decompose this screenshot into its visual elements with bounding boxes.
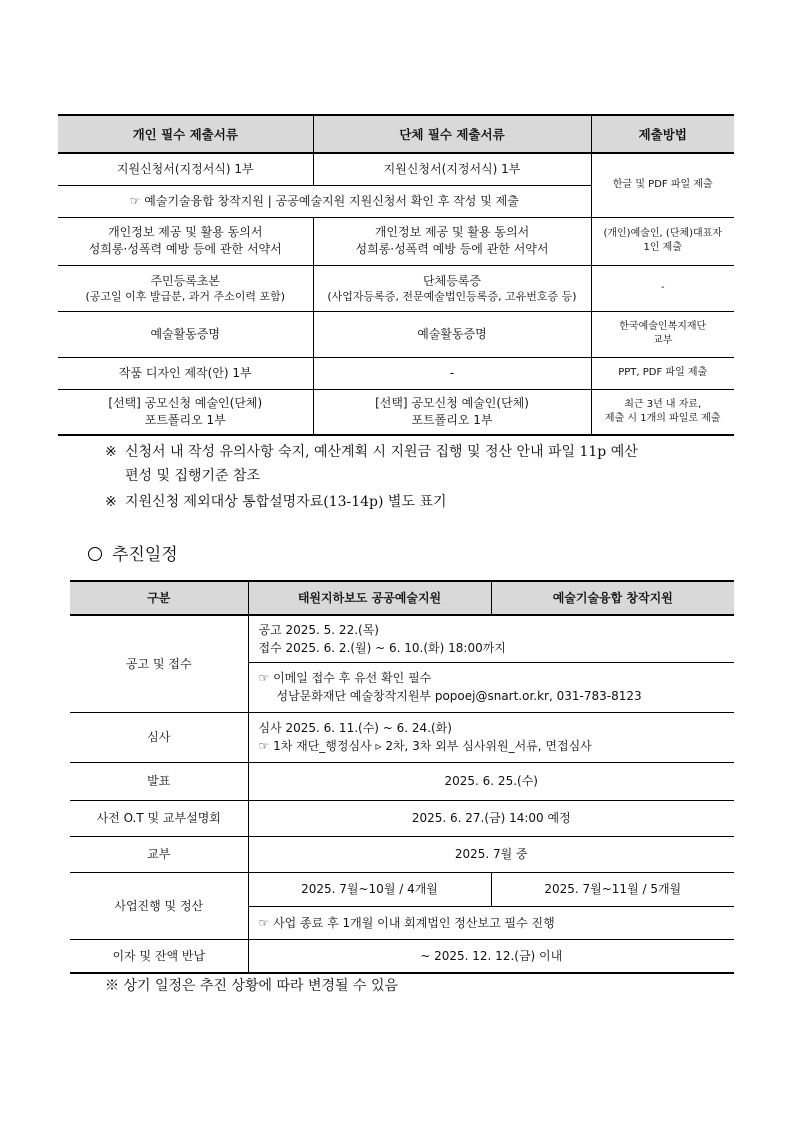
row-label: 이자 및 잔액 반납 [70,939,248,973]
row-label: 사업진행 및 정산 [70,872,248,939]
row-label: 공고 및 접수 [70,615,248,712]
table-row [70,615,734,662]
hollow-circle-icon [88,547,102,561]
cell-individual [58,265,313,311]
row-value [248,662,734,712]
table-row [58,217,734,265]
header-individual-docs: 개인 필수 제출서류 [58,115,313,153]
reference-mark: ※ [105,494,117,510]
cell-line: 포트폴리오 1부 [144,412,226,427]
footer-note: ※ 상기 일정은 추진 상황에 따라 변경될 수 있음 [105,978,399,994]
header-public-art: 태원지하보도 공공예술지원 [248,581,491,615]
cell-line: ☞ 이메일 접수 후 유선 확인 필수 [258,671,432,685]
cell-line: 성남문화재단 예술창작지원부 popoej@snart.or.kr, 031-783-8123 [276,689,642,703]
cell-line: 심사 2025. 6. 11.(수) ~ 6. 24.(화) [258,721,452,735]
cell-line: 포트폴리오 1부 [411,412,493,427]
cell-line: ☞ 1차 재단_행정심사 ▹ 2차, 3차 외부 심사위원_서류, 면접심사 [258,739,592,753]
row-value [248,712,734,762]
table-row [58,389,734,435]
cell-individual: 작품 디자인 제작(안) 1부 [58,357,313,389]
note-budget [105,440,735,488]
table-row [70,800,734,836]
table-row [70,872,734,906]
table-header-row [58,115,734,153]
cell-line: [선택] 공모신청 예술인(단체) [375,395,529,410]
cell-line: 접수 2025. 6. 2.(월) ~ 6. 10.(화) 18:00까지 [258,640,506,655]
row-value: ☞ 사업 종료 후 1개월 이내 회계법인 정산보고 필수 진행 [248,906,734,939]
cell-method: PPT, PDF 파일 제출 [591,357,734,389]
note-exclusion [105,490,735,514]
cell-group [313,265,591,311]
cell-group [313,389,591,435]
table-row [70,836,734,872]
cell-method [591,217,734,265]
row-label: 발표 [70,762,248,800]
cell-line: [선택] 공모신청 예술인(단체) [108,395,263,410]
documents-table [58,114,734,436]
row-value: 2025. 7월~10월 / 4개월 [248,872,491,906]
cell-line: 한국예술인복지재단 [619,321,707,332]
section-heading [88,540,178,565]
table-row [58,153,734,185]
cell-line: 주민등록초본 [150,273,221,288]
row-label: 심사 [70,712,248,762]
cell-line: 교부 [653,335,673,346]
header-category: 구분 [70,581,248,615]
note-line: 지원신청 제외대상 통합설명자료(13-14p) 별도 표기 [125,494,447,510]
table-row [58,357,734,389]
header-group-docs: 단체 필수 제출서류 [313,115,591,153]
cell-line: (공고일 이후 발급분, 과거 주소이력 포함) [85,289,286,303]
row-value: 2025. 7월 중 [248,836,734,872]
cell-line: 개인정보 제공 및 활용 동의서 [374,225,530,239]
header-art-tech: 예술기술융합 창작지원 [491,581,734,615]
row-label: 교부 [70,836,248,872]
row-value [248,615,734,662]
cell-line: 최근 3년 내 자료, [624,398,702,410]
cell-individual: 예술활동증명 [58,311,313,357]
cell-group: 예술활동증명 [313,311,591,357]
table-header-row [70,581,734,615]
cell-method: 한글 및 PDF 파일 제출 [591,153,734,217]
row-value: 2025. 6. 27.(금) 14:00 예정 [248,800,734,836]
cell-method: - [591,265,734,311]
table-row [58,265,734,311]
cell-individual [58,217,313,265]
table-row [70,762,734,800]
cell-group [313,217,591,265]
schedule-table [70,580,734,974]
cell-individual [58,389,313,435]
header-submission-method: 제출방법 [591,115,734,153]
section-title: 추진일정 [112,545,178,565]
row-value: ~ 2025. 12. 12.(금) 이내 [248,939,734,973]
cell-method [591,389,734,435]
cell-line: 단체등록증 [423,273,481,288]
cell-individual: 지원신청서(지정서식) 1부 [58,153,313,185]
cell-line: 공고 2025. 5. 22.(목) [258,622,379,637]
row-note: ☞ 예술기술융합 창작지원 | 공공예술지원 지원신청서 확인 후 작성 및 제출 [58,185,591,217]
cell-line: 성희롱·성폭력 예방 등에 관한 서약서 [355,242,549,256]
cell-line: 개인정보 제공 및 활용 동의서 [108,225,263,239]
cell-group: 지원신청서(지정서식) 1부 [313,153,591,185]
cell-line: 제출 시 1개의 파일로 제출 [604,412,721,424]
row-value: 2025. 6. 25.(수) [248,762,734,800]
note-line: 신청서 내 작성 유의사항 숙지, 예산계획 시 지원금 집행 및 정산 안내 파일 11p 예산 [125,444,638,460]
cell-line: (사업자등록증, 전문예술법인등록증, 고유번호증 등) [327,289,577,303]
cell-line: 성희롱·성폭력 예방 등에 관한 서약서 [88,242,282,256]
cell-method [591,311,734,357]
table-row [58,311,734,357]
reference-mark: ※ [105,444,117,460]
cell-line: 1인 제출 [643,242,683,253]
cell-group: - [313,357,591,389]
row-value: 2025. 7월~11월 / 5개월 [491,872,734,906]
table-row [70,712,734,762]
note-line: 편성 및 집행기준 참조 [125,468,261,484]
cell-line: (개인)예술인, (단체)대표자 [603,228,723,239]
table-row [70,939,734,973]
row-label: 사전 O.T 및 교부설명회 [70,800,248,836]
